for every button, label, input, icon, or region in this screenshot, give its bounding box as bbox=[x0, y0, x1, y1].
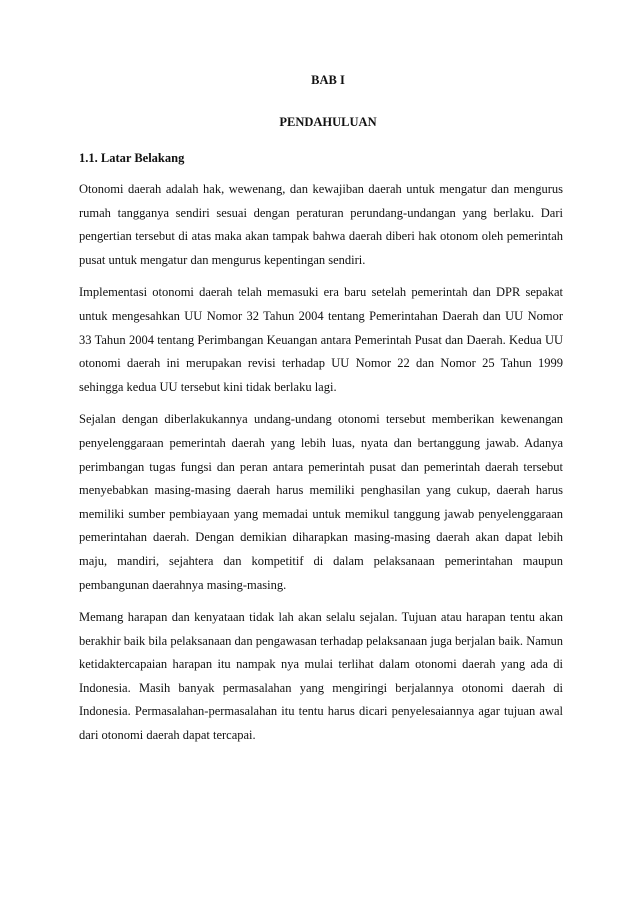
paragraph-2: Implementasi otonomi daerah telah memasuki era baru setelah pemerintah dan DPR sepakat untuk mengesahkan UU Nomor 32 Tahun 2004 tentang Pemerintahan Daerah dan UU Nomor 33 Tahun 2004 tentang Perimbangan Keuangan antara Pemerintah Pusat dan Daerah. Kedua UU otonomi daerah ini merupakan revisi terhadap UU Nomor 22 dan Nomor 25 Tahun 1999 sehingga kedua UU tersebut kini tidak berlaku lagi. bbox=[79, 285, 563, 394]
paragraph-4: Memang harapan dan kenyataan tidak lah akan selalu sejalan. Tujuan atau harapan tentu akan berakhir baik bila pelaksanaan dan pengawasan terhadap pelaksanaan juga berjalan baik. Namun ketidaktercapaian harapan itu nampak nya mulai terlihat dalam otonomi daerah yang ada di Indonesia. Masih banyak permasalahan yang mengiringi berjalannya otonomi daerah di Indonesia. Permasalahan-permasalahan itu tentu harus dicari penyelesaiannya agar tujuan awal dari otonomi daerah dapat tercapai. bbox=[79, 610, 563, 743]
chapter-heading: BAB I bbox=[311, 73, 345, 87]
paragraph-3: Sejalan dengan diberlakukannya undang-undang otonomi tersebut memberikan kewenangan penyelenggaraan pemerintah daerah yang lebih luas, nyata dan bertanggung jawab. Adanya perimbangan tugas fungsi dan peran antara pemerintah pusat dan pemerintah daerah tersebut menyebabkan masing-masing daerah harus memiliki penghasilan yang cukup, daerah harus memiliki sumber pembiayaan yang memadai untuk memikul tanggung jawab penyelenggaraan pemerintahan daerah. Dengan demikian diharapkan masing-masing daerah akan dapat lebih maju, mandiri, sejahtera dan kompetitif di dalam pelaksanaan pemerintahan maupun pembangunan daerahnya masing-masing. bbox=[79, 412, 563, 592]
chapter-title: PENDAHULUAN bbox=[279, 115, 377, 129]
page-content bbox=[79, 72, 563, 757]
paragraph-1: Otonomi daerah adalah hak, wewenang, dan kewajiban daerah untuk mengatur dan mengurus rumah tangganya sendiri sesuai dengan peraturan perundang-undangan yang berlaku. Dari pengertian tersebut di atas maka akan tampak bahwa daerah diberi hak otonom oleh pemerintah pusat untuk mengatur dan mengurus kepentingan sendiri. bbox=[79, 182, 563, 267]
subsection-heading: 1.1. Latar Belakang bbox=[79, 151, 185, 165]
